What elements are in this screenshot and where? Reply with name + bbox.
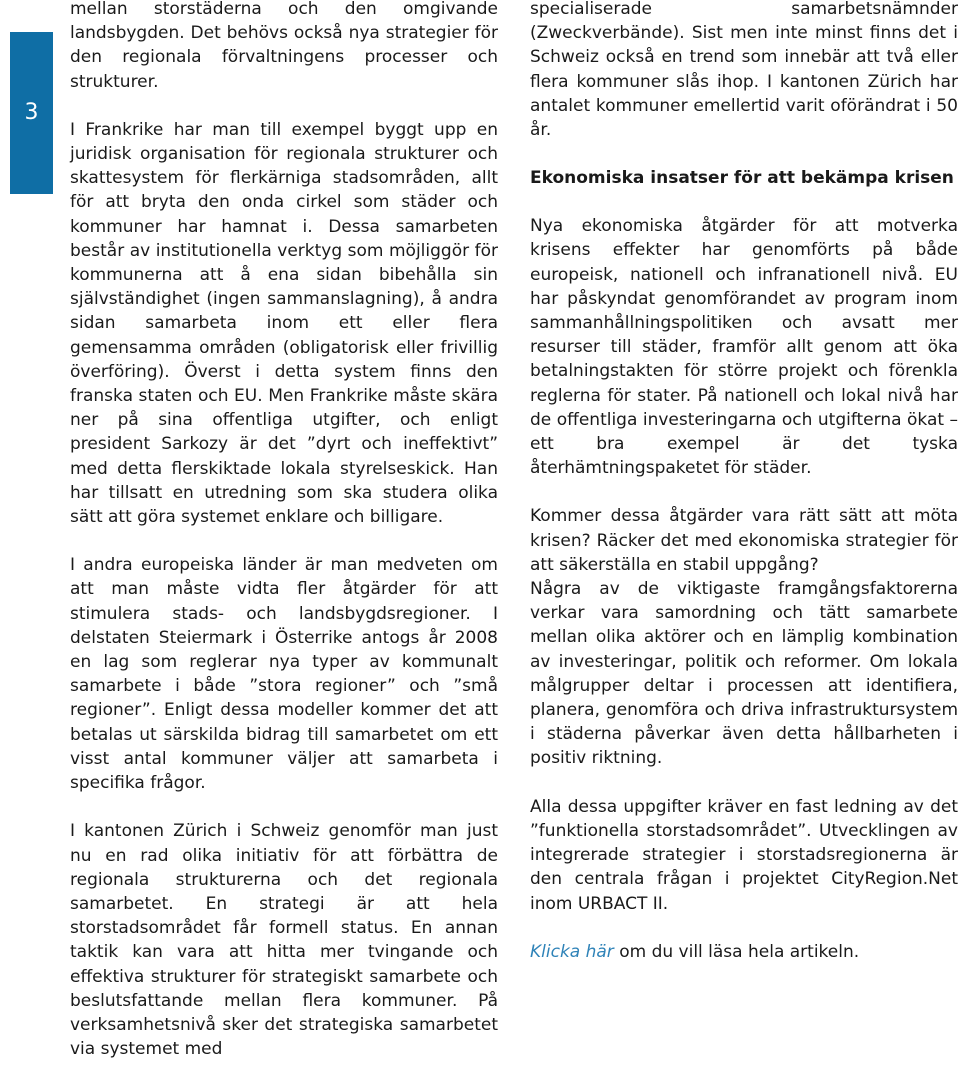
left-paragraph-3: I andra europeiska länder är man medveten om att man måste vidta fler åtgärder för att stimulera stads- och landsbygdsregioner. I delstaten Steiermark i Österrike antogs år 2008 en lag som reglerar nya typer av kommunalt samarbete i både ”stora regioner” och ”små regioner”. Enligt dessa modeller kommer det att betalas ut särskilda bidrag till samarbetet om ett visst antal kommuner väljer att samarbeta i specifika frågor. xyxy=(70,555,498,794)
read-more-link[interactable]: Klicka här xyxy=(530,941,614,962)
read-more-paragraph xyxy=(530,940,958,964)
left-paragraph-4: I kantonen Zürich i Schweiz genomför man just nu en rad olika initiativ för att förbättra de regionala strukturerna och det regionala samarbetet. En strategi är att hela storstadsområdet får formell status. En annan taktik kan vara att hitta mer tvingande och effektiva strukturer för strategiskt samarbete och beslutsfattande mellan flera kommuner. På verksamhetsnivå sker det strategiska samarbetet via systemet med xyxy=(70,821,498,1060)
right-paragraph-3a: Kommer dessa åtgärder vara rätt sätt att möta krisen? Räcker det med ekonomiska strategier för att säkerställa en stabil uppgång? xyxy=(530,506,958,575)
right-column xyxy=(530,0,958,988)
right-paragraph-2: Nya ekonomiska åtgärder för att motverka krisens effekter har genomförts på både europeisk, nationell och infranationell nivå. EU har påskyndat genomförandet av program inom sammanhållningspolitiken och avsatt mer resurser till städer, framför allt genom att öka betalningstakten för större projekt och förenkla reglerna för stater. På nationell och lokal nivå har de offentliga investeringarna och utgifterna ökat – ett bra exempel är det tyska återhämtningspaketet för städer. xyxy=(530,216,958,479)
page-number-tab xyxy=(10,32,53,194)
section-heading: Ekonomiska insatser för att bekämpa krisen xyxy=(530,168,954,189)
read-more-suffix: om du vill läsa hela artikeln. xyxy=(613,941,860,962)
right-paragraph-4: Alla dessa uppgifter kräver en fast ledning av det ”funktionella storstadsområdet”. Utvecklingen av integrerade strategier i storstadsregionerna är den centrala frågan i projektet CityRegion.Net inom URBACT II. xyxy=(530,796,958,914)
left-paragraph-1: mellan storstäderna och den omgivande landsbygden. Det behövs också nya strategier för den regionala förvaltningens processer och strukturer. xyxy=(70,0,498,92)
right-paragraph-3b: Några av de viktigaste framgångsfaktorerna verkar vara samordning och tätt samarbete mellan olika aktörer och en lämplig kombination av investeringar, politik och reformer. Om lokala målgrupper deltar i processen att identifiera, planera, genomföra och driva infrastruktursystem i städerna påverkar även detta hållbarheten i positiv riktning. xyxy=(530,579,958,769)
right-paragraph-1: specialiserade samarbetsnämnder (Zweckverbände). Sist men inte minst finns det i Schweiz också en trend som innebär att två eller flera kommuner slås ihop. I kantonen Zürich har antalet kommuner emellertid varit oförändrat i 50 år. xyxy=(530,0,958,141)
left-column xyxy=(70,0,498,1085)
page-number: 3 xyxy=(24,99,39,125)
left-paragraph-2: I Frankrike har man till exempel byggt upp en juridisk organisation för regionala strukturer och skattesystem för flerkärniga stadsområden, allt för att bryta den onda cirkel som städer och kommuner har hamnat i. Dessa samarbeten består av institutionella verktyg som möjliggör för kommunerna att å ena sidan bibehålla sin självständighet (ingen sammanslagning), å andra sidan samarbeta inom ett eller flera gemensamma områden (obligatorisk eller frivillig överföring). Överst i detta system finns den franska staten och EU. Men Frankrike måste skära ner på sina offentliga utgifter, och enligt president Sarkozy är det ”dyrt och ineffektivt” med detta flerskiktade lokala styrelseskick. Han har tillsatt en utredning som ska studera olika sätt att göra systemet enklare och billigare. xyxy=(70,119,498,528)
